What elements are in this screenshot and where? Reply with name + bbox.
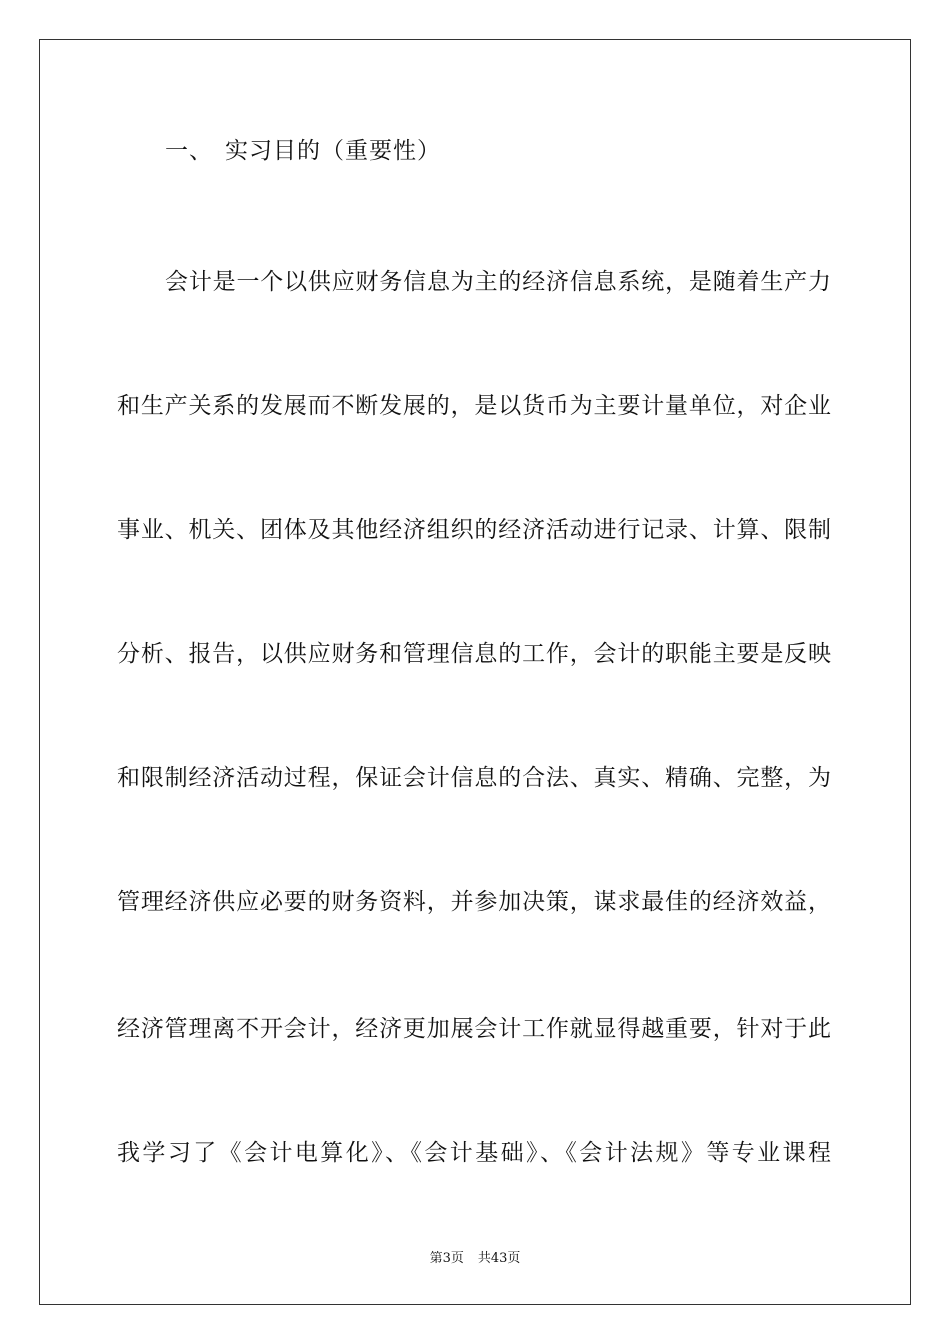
section-number: 一、 bbox=[165, 138, 213, 164]
section-title: 实习目的（重要性） bbox=[225, 138, 441, 164]
body-line-1: 会计是一个以供应财务信息为主的经济信息系统，是随着生产力 bbox=[165, 269, 831, 295]
footer-total-pages: 共43页 bbox=[477, 1251, 521, 1266]
body-line-3: 事业、机关、团体及其他经济组织的经济活动进行记录、计算、限制 bbox=[117, 517, 831, 543]
body-line-6: 管理经济供应必要的财务资料，并参加决策，谋求最佳的经济效益， bbox=[117, 889, 831, 915]
body-line-8: 我学习了《会计电算化》、《会计基础》、《会计法规》等专业课程 bbox=[117, 1140, 831, 1166]
page-footer bbox=[0, 1247, 950, 1266]
body-line-4: 分析、报告，以供应财务和管理信息的工作，会计的职能主要是反映 bbox=[117, 641, 831, 667]
body-line-2: 和生产关系的发展而不断发展的，是以货币为主要计量单位，对企业 bbox=[117, 393, 831, 419]
body-line-5: 和限制经济活动过程，保证会计信息的合法、真实、精确、完整，为 bbox=[117, 765, 831, 791]
footer-current-page: 第3页 bbox=[429, 1251, 464, 1266]
section-heading bbox=[165, 132, 441, 165]
body-line-7: 经济管理离不开会计，经济更加展会计工作就显得越重要，针对于此 bbox=[117, 1016, 831, 1042]
page-border bbox=[39, 39, 911, 1305]
